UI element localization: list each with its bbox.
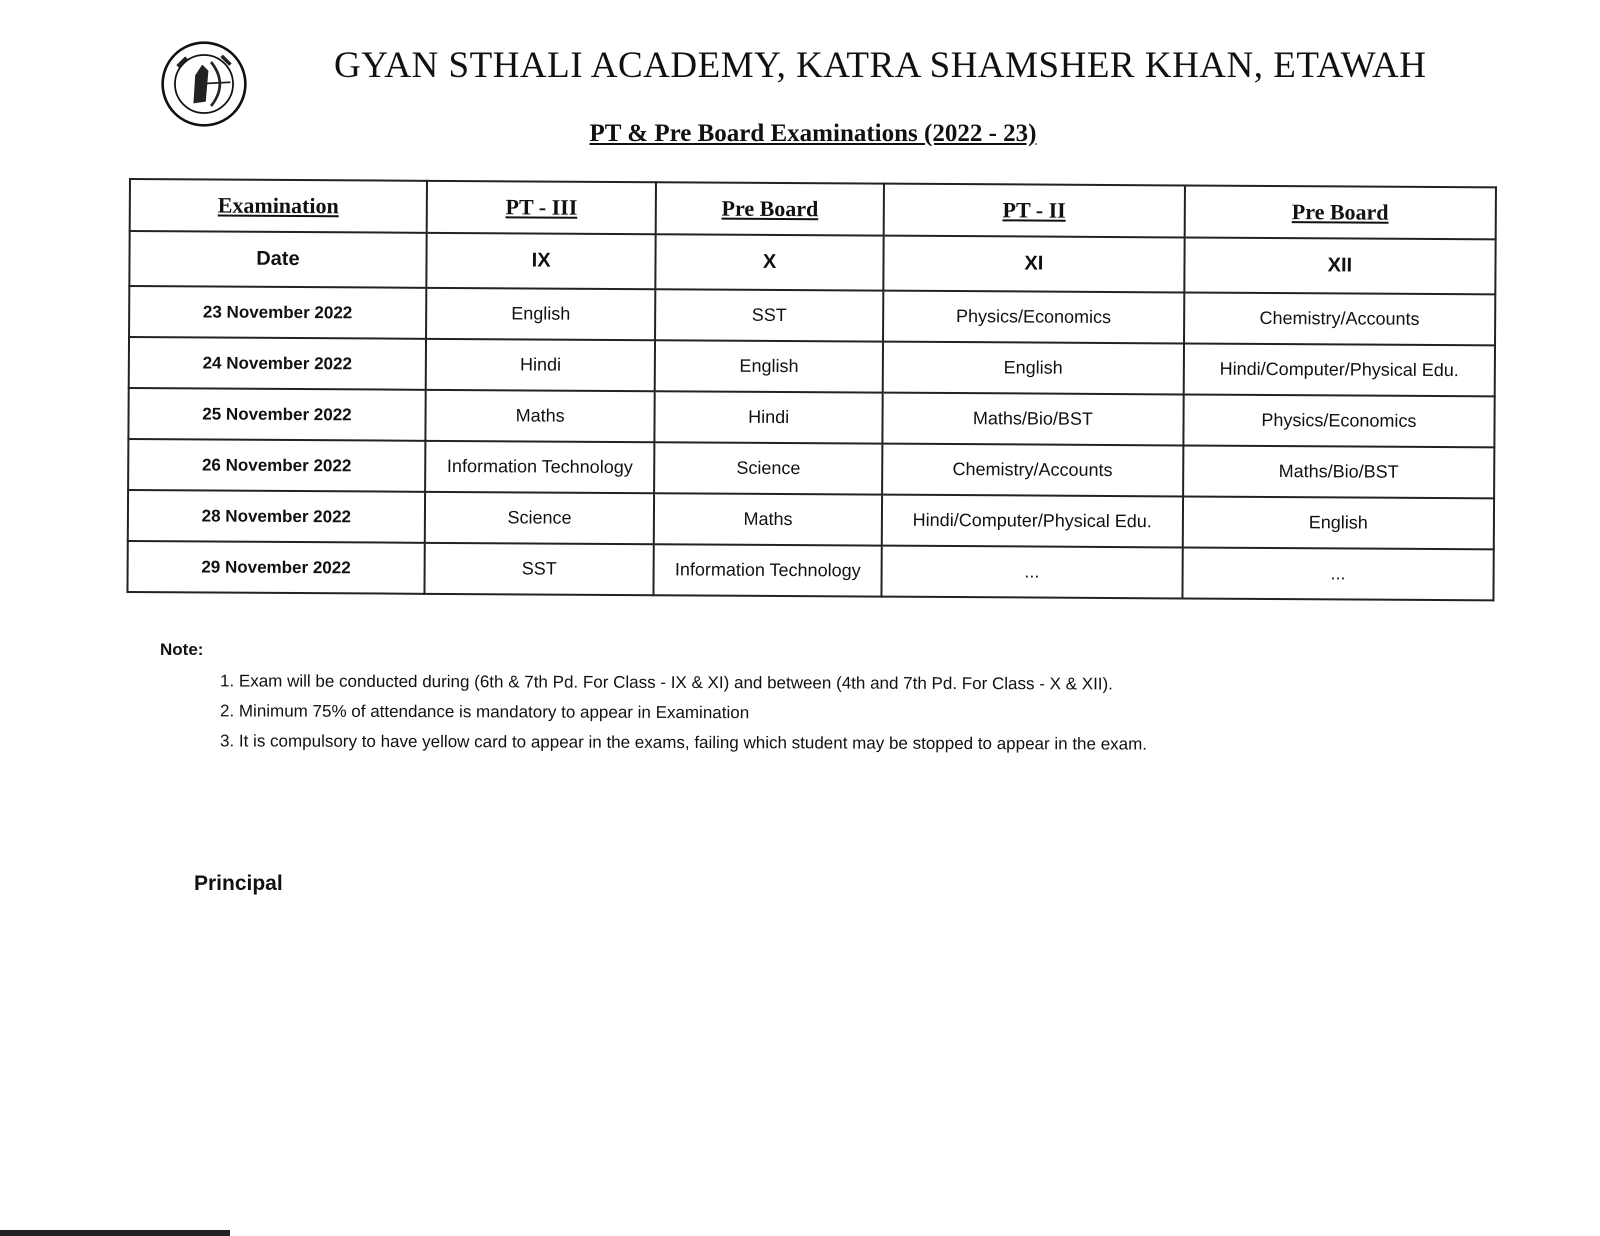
header-cell: Examination [130, 179, 427, 233]
date-cell: 24 November 2022 [129, 337, 426, 390]
header-cell: PT - II [884, 184, 1185, 238]
subject-cell: Maths [425, 390, 655, 442]
note-item: 3. It is compulsory to have yellow card to appear in the exams, failing which student may be stopped to appear in the exam. [219, 731, 1148, 754]
subject-cell: ... [1182, 547, 1493, 600]
subject-cell: Chemistry/Accounts [882, 444, 1183, 497]
school-logo [160, 40, 248, 128]
subject-cell: Maths/Bio/BST [1183, 445, 1494, 498]
subject-cell: ... [881, 546, 1182, 599]
subject-cell: Hindi/Computer/Physical Edu. [882, 495, 1183, 548]
note-item: 1. Exam will be conducted during (6th & 7th Pd. For Class - IX & XI) and between (4th and 7th Pd. For Class - X & XII). [219, 671, 1113, 694]
subject-cell: Information Technology [654, 544, 882, 596]
header-cell: PT - III [427, 181, 657, 234]
table-row [128, 490, 1494, 549]
subject-cell: Information Technology [425, 441, 655, 493]
table-row [129, 337, 1495, 396]
date-cell: 25 November 2022 [128, 388, 425, 441]
date-cell: 23 November 2022 [129, 286, 426, 339]
header-cell: Date [129, 231, 426, 288]
date-cell: 29 November 2022 [127, 541, 424, 594]
subject-cell: English [655, 340, 883, 392]
subject-cell: English [883, 342, 1184, 395]
subject-cell: Science [654, 442, 882, 494]
notes-list [220, 668, 1147, 758]
exam-header-row [130, 179, 1496, 239]
subject-cell: Maths [654, 493, 882, 545]
scan-edge [0, 1230, 230, 1236]
header-cell: Pre Board [656, 182, 884, 235]
subject-cell: Hindi/Computer/Physical Edu. [1184, 343, 1495, 396]
subject-cell: English [426, 288, 656, 340]
exam-schedule-table [126, 178, 1497, 601]
header-cell: Pre Board [1184, 185, 1495, 239]
subject-cell: SST [424, 543, 654, 595]
subject-cell: Physics/Economics [1183, 394, 1494, 447]
subject-cell: Physics/Economics [883, 291, 1184, 344]
subject-cell: Chemistry/Accounts [1184, 292, 1495, 345]
note-item: 2. Minimum 75% of attendance is mandatory to appear in Examination [219, 701, 750, 723]
subject-cell: Science [425, 492, 655, 544]
header-cell: IX [426, 233, 656, 289]
table-row [128, 388, 1494, 447]
table-row [127, 541, 1493, 600]
subject-cell: Hindi [426, 339, 656, 391]
date-cell: 28 November 2022 [128, 490, 425, 543]
school-name: GYAN STHALI ACADEMY, KATRA SHAMSHER KHAN, ETAWAH [334, 45, 1427, 86]
subject-cell: English [1183, 496, 1494, 549]
subject-cell: Maths/Bio/BST [882, 393, 1183, 446]
document-title: PT & Pre Board Examinations (2022 - 23) [589, 120, 1037, 147]
subject-cell: SST [655, 289, 883, 341]
class-header-row [129, 231, 1495, 294]
date-cell: 26 November 2022 [128, 439, 425, 492]
note-label: Note: [160, 640, 204, 659]
principal-signature-label: Principal [194, 872, 283, 895]
header-cell: X [656, 234, 884, 290]
table-row [128, 439, 1494, 498]
table-row [129, 286, 1495, 345]
header-cell: XI [883, 236, 1184, 293]
subject-cell: Hindi [655, 391, 883, 443]
header-cell: XII [1184, 237, 1496, 294]
